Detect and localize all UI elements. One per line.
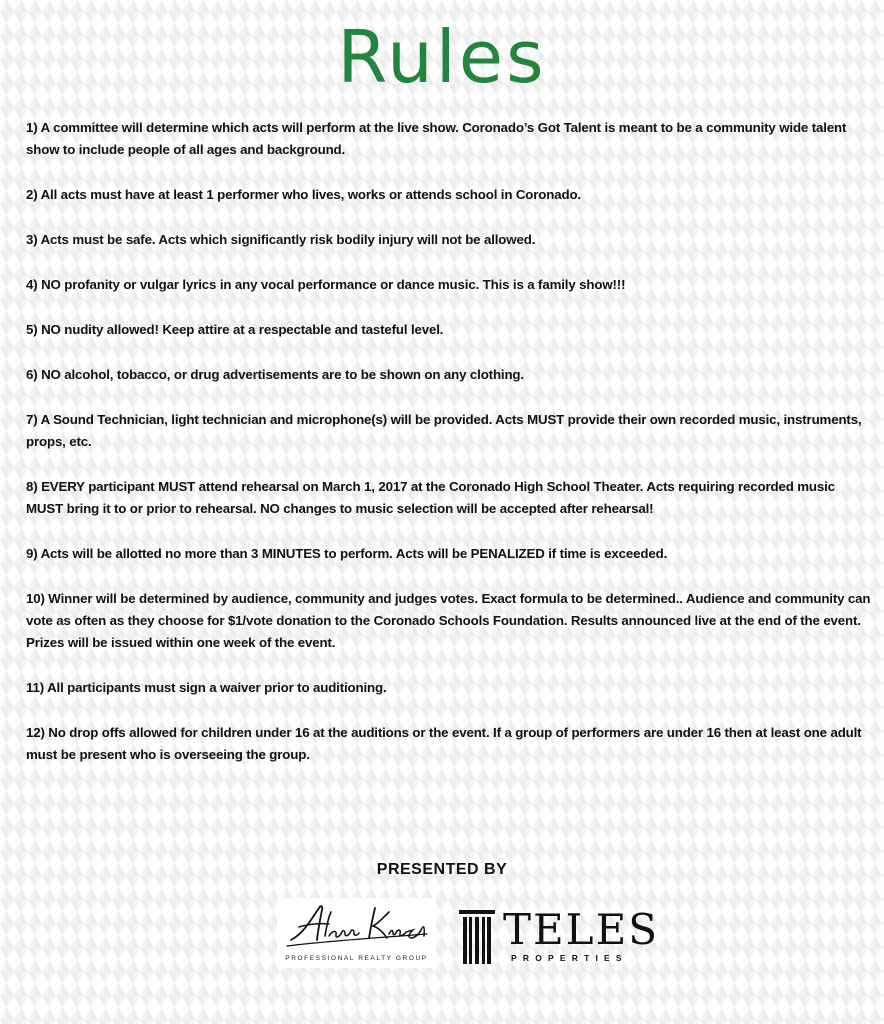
- rule-item: 1) A committee will determine which acts will perform at the live show. Coronado’s Got Talent is meant to be a community wide talent show to include people of all ages and background.: [26, 120, 847, 157]
- teles-column-icon: [459, 910, 495, 964]
- rule-item: 5) NO nudity allowed! Keep attire at a respectable and tasteful level.: [26, 322, 444, 337]
- rule-item: 3) Acts must be safe. Acts which significantly risk bodily injury will not be allowed.: [26, 232, 536, 247]
- teles-wordmark: TELES: [503, 905, 659, 954]
- rules-list: [26, 117, 872, 789]
- rule-item: 12) No drop offs allowed for children under 16 at the auditions or the event. If a group of performers are under 16 then at least one adult must be present who is overseeing the group.: [26, 725, 862, 762]
- rule-item: 11) All participants must sign a waiver prior to auditioning.: [26, 680, 387, 695]
- rule-item: 10) Winner will be determined by audience, community and judges votes. Exact formula to be determined.. Audience and community can vote as often as they choose for $1/vote donation to the Coronado Schools Foundation. Results announced live at the end of the event. Prizes will be issued within one week of the event.: [26, 591, 871, 650]
- rule-item: 8) EVERY participant MUST attend rehearsal on March 1, 2017 at the Coronado High School Theater. Acts requiring recorded music MUST bring it to or prior to rehearsal. NO changes to music selection will be accepted after rehearsal!: [26, 479, 835, 516]
- alan-kinzel-subtitle: PROFESSIONAL REALTY GROUP: [285, 955, 428, 962]
- page-title: Rules: [337, 15, 547, 99]
- alan-kinzel-signature-icon: [285, 900, 430, 952]
- rule-item: 4) NO profanity or vulgar lyrics in any vocal performance or dance music. This is a family show!!!: [26, 277, 626, 292]
- presented-by-heading: PRESENTED BY: [376, 861, 508, 878]
- rule-item: 6) NO alcohol, tobacco, or drug advertisements are to be shown on any clothing.: [26, 367, 524, 382]
- alan-kinzel-logo: [277, 898, 436, 968]
- rule-item: 2) All acts must have at least 1 performer who lives, works or attends school in Coronado.: [26, 187, 581, 202]
- teles-properties-logo: [456, 898, 659, 968]
- rule-item: 7) A Sound Technician, light technician and microphone(s) will be provided. Acts MUST provide their own recorded music, instruments, props, etc.: [26, 412, 862, 449]
- rule-item: 9) Acts will be allotted no more than 3 MINUTES to perform. Acts will be PENALIZED if time is exceeded.: [26, 546, 668, 561]
- teles-subtitle: PROPERTIES: [511, 953, 628, 963]
